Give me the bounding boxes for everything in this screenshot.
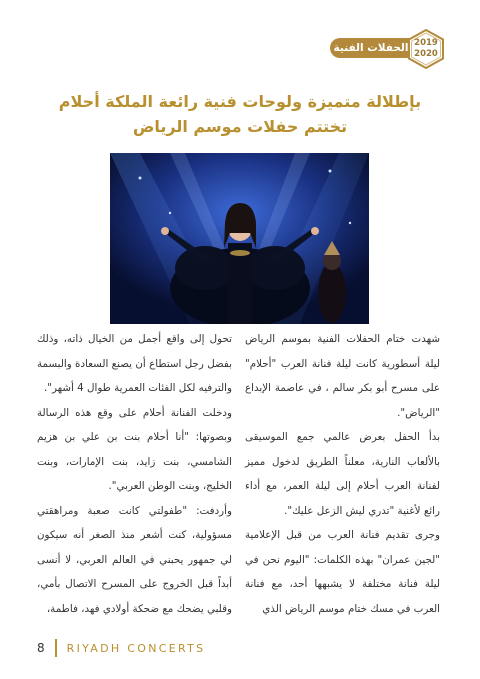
article-paragraph: وأردفت: "طفولتي كانت صعبة ومراهقتي مسؤولية، كنت أشعر منذ الصغر أنه سيكون لي جمهور يحبني في العالم العربي، لا أنسى أبداً قبل الخروج على المسرح الاتصال بأمي، وقلبي يضحك مع ضحكة أولادي فهد، فاطمة، xyxy=(37,504,232,615)
article-column-left xyxy=(37,327,232,621)
section-label: الحفلات الفنية xyxy=(330,38,418,58)
headline-line-1: بإطلالة متميزة ولوحات فنية رائعة الملكة أحلام xyxy=(58,92,422,111)
concert-photo-illustration xyxy=(110,153,369,324)
page-number: 8 xyxy=(37,641,45,655)
year-start: 2019 xyxy=(414,38,438,48)
article-paragraph: ودخلت الفنانة أحلام على وقع هذه الرسالة وبصوتها: "أنا أحلام بنت بن علي بن هزيم الشامسي، بنت زايد، بنت الإمارات، وبنت الخليج، وبنت الوطن العربي". xyxy=(37,406,232,492)
season-years xyxy=(406,38,446,60)
year-hexagon xyxy=(406,29,446,69)
section-badge xyxy=(330,33,438,63)
concert-photo xyxy=(110,153,369,324)
article-paragraph: وجرى تقديم فنانة العرب من قبل الإعلامية "لجين عمران" بهذه الكلمات: "اليوم نحن في ليلة فنانة مختلفة لا يشبهها أحد، مع فنانة العرب في مسك ختام موسم الرياض الذي xyxy=(245,529,440,615)
year-end: 2020 xyxy=(414,49,438,59)
headline-line-2: تختتم حفلات موسم الرياض xyxy=(132,117,348,136)
publication-title: RIYADH CONCERTS xyxy=(66,641,206,655)
article-paragraph: بدأ الحفل بعرض عالمي جمع الموسيقى بالألعاب النارية، معلناً الطريق لدخول مميز لفنانة العرب أحلام إلى ليلة العمر، مع أداء رائع لأغنية "تدري ليش الزعل عليك". xyxy=(245,431,440,517)
footer-divider xyxy=(55,639,57,657)
page-footer xyxy=(37,638,205,658)
article-paragraph: شهدت ختام الحفلات الفنية بموسم الرياض ليلة أسطورية كانت ليلة فنانة العرب "أحلام" على مسرح أبو بكر سالم ، في عاصمة الإبداع "الرياض". xyxy=(245,333,440,419)
article-paragraph: تحول إلى واقع أجمل من الخيال ذاته، وذلك بفضل رجل استطاع أن يصنع السعادة والبسمة والترفيه لكل الفئات العمرية طوال 4 أشهر". xyxy=(37,333,232,394)
article-column-right xyxy=(245,327,440,621)
